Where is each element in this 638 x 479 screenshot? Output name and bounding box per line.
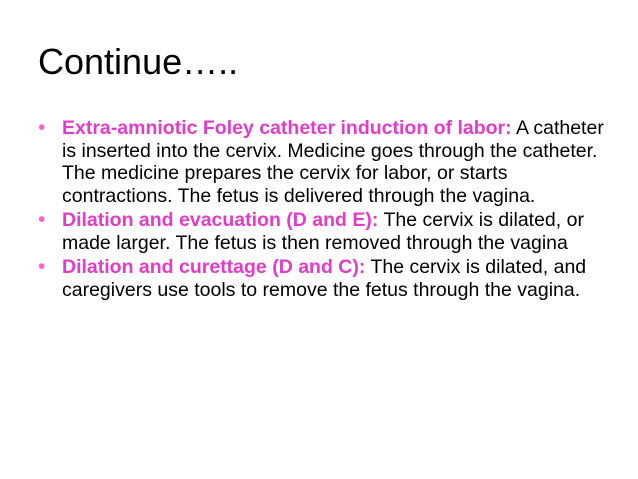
bullet-term: Dilation and evacuation (D and E): [62, 209, 379, 231]
bullet-dot-icon: • [38, 116, 46, 139]
slide-title: Continue….. [38, 41, 239, 82]
bullet-text [62, 209, 618, 254]
bullet-description: The cervix is dilated, and caregivers use tools to remove the fetus through the vagina. [62, 256, 587, 301]
bullet-item [38, 117, 618, 207]
bullet-term: Dilation and curettage (D and C): [62, 256, 366, 278]
bullet-dot-icon: • [38, 208, 46, 231]
bullet-item [38, 256, 618, 301]
bullet-item [38, 209, 618, 254]
bullet-term: Extra-amniotic Foley catheter induction of labor: [62, 117, 512, 139]
bullet-description: A catheter is inserted into the cervix. Medicine goes through the catheter. The medicine prepares the cervix for labor, or starts contractions. The fetus is delivered through the vagina. [62, 117, 604, 207]
bullet-dot-icon: • [38, 255, 46, 278]
bullet-description: The cervix is dilated, or made larger. The fetus is then removed through the vagina [62, 209, 584, 254]
bullet-list [38, 117, 618, 303]
bullet-text [62, 117, 618, 207]
bullet-text [62, 256, 618, 301]
